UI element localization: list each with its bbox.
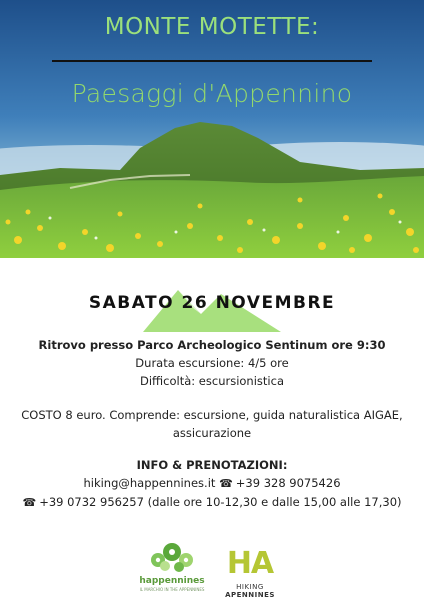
event-details xyxy=(0,336,424,390)
contact-line-1 xyxy=(0,474,424,493)
duration: Durata escursione: 4/5 ore xyxy=(135,356,289,370)
date-block xyxy=(0,286,424,332)
happennines-name: happennines xyxy=(139,576,205,586)
happennines-tagline: IL MARCHIO IN THE APPENNINES xyxy=(139,587,205,592)
cost-details xyxy=(0,406,424,442)
telephone-icon: ☎ xyxy=(219,477,233,490)
contact-phone-2[interactable]: +39 0732 956257 (dalle ore 10-12,30 e dalle 15,00 alle 17,30) xyxy=(39,495,402,509)
ha-word-2: APENNINES xyxy=(225,591,275,599)
contact-block xyxy=(0,456,424,512)
telephone-icon: ☎ xyxy=(22,496,37,509)
cost-line-1: COSTO 8 euro. Comprende: escursione, guida naturalistica AIGAE, xyxy=(21,408,403,422)
cost-line-2: assicurazione xyxy=(172,426,252,440)
hiking-apennines-logo xyxy=(210,546,290,598)
happennines-logo xyxy=(132,540,212,600)
poster-title: MONTE MOTETTE: xyxy=(104,14,320,40)
event-date: SABATO 26 NOVEMBRE xyxy=(88,293,336,313)
ha-monogram: HA xyxy=(226,546,274,581)
contact-email[interactable]: hiking@happennines.it xyxy=(83,476,216,490)
contact-phone-1[interactable]: +39 328 9075426 xyxy=(235,476,341,490)
meeting-point: Ritrovo presso Parco Archeologico Sentinum ore 9:30 xyxy=(38,338,386,352)
happennines-pins-icon xyxy=(132,540,212,576)
title-divider xyxy=(52,60,372,62)
poster-subtitle: Paesaggi d'Appennino xyxy=(71,79,353,108)
ha-wordmark xyxy=(210,583,290,599)
ha-word-1: HIKING xyxy=(236,583,264,591)
difficulty: Difficoltà: escursionistica xyxy=(140,374,284,388)
logo-row xyxy=(0,540,424,600)
hero-photo xyxy=(0,0,424,258)
contact-line-2 xyxy=(0,493,424,512)
info-heading: INFO & PRENOTAZIONI: xyxy=(136,458,288,472)
